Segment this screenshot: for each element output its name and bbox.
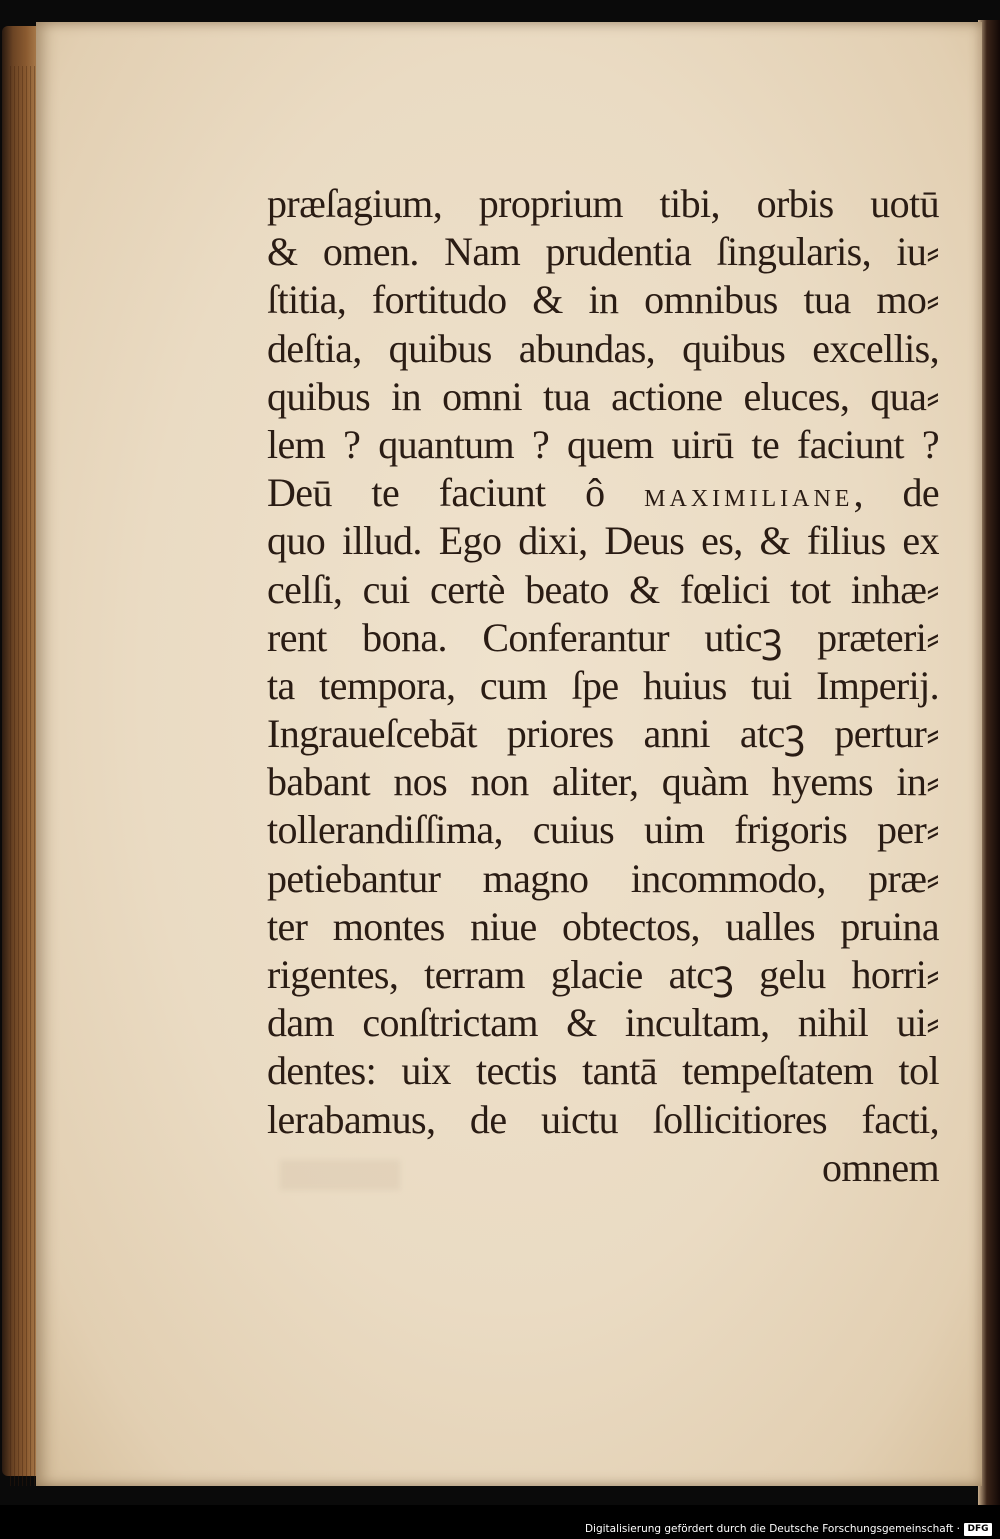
- text-line: quo illud. Ego dixi, Deus es, & filius ex: [267, 518, 939, 564]
- text-line: deſtia, quibus abundas, quibus excellis,: [267, 325, 939, 371]
- text-line: ter montes niue obtectos, ualles pruina: [267, 903, 939, 949]
- text-line-head: Deū te faciunt ô: [267, 470, 605, 516]
- text-line: præſagium, proprium tibi, orbis uotū: [267, 181, 939, 226]
- text-line: babant nos non aliter, quàm hyems in⸗: [267, 759, 939, 805]
- funding-credit: Digitalisierung gefördert durch die Deutsche Forschungsgemeinschaft ·: [584, 1523, 960, 1535]
- name-smallcaps: MAXIMILIANE: [644, 486, 854, 513]
- text-line: celſi, cui certè beato & fœlici tot inhæ⸗: [267, 566, 939, 612]
- text-line: rigentes, terram glacie atcꝫ gelu horri⸗: [267, 952, 939, 997]
- text-line: lerabamus, de uictu ſollicitiores facti,: [267, 1096, 939, 1142]
- catchword: omnem: [822, 1144, 939, 1190]
- ink-bleed-through: [280, 1160, 400, 1190]
- text-line-name: [267, 469, 939, 517]
- text-line: ta tempora, cum ſpe huius tui Imperij.: [267, 662, 939, 708]
- text-line: dentes: uix tectis tantā tempeſtatem tol: [267, 1048, 939, 1094]
- page-stack-lines: [10, 66, 36, 1486]
- text-line-tail: , de: [853, 470, 939, 516]
- text-line: rent bona. Conferantur uticꝫ præteri⸗: [267, 614, 939, 660]
- text-line: lem ? quantum ? quem uirū te faciunt ?: [267, 421, 939, 467]
- text-line: & omen. Nam prudentia ſingularis, iu⸗: [267, 229, 939, 275]
- page-text: [267, 180, 939, 1192]
- text-line: dam conſtrictam & incultam, nihil ui⸗: [267, 1000, 939, 1046]
- footer-bar: [0, 1505, 1000, 1539]
- text-line: ſtitia, fortitudo & in omnibus tua mo⸗: [267, 277, 939, 323]
- dfg-logo: DFG: [964, 1523, 992, 1536]
- text-line: tollerandiſſima, cuius uim frigoris per⸗: [267, 807, 939, 853]
- text-line: quibus in omni tua actione eluces, qua⸗: [267, 373, 939, 419]
- text-line: petiebantur magno incommodo, præ⸗: [267, 855, 939, 901]
- text-line: Ingraueſcebāt priores anni atcꝫ pertur⸗: [267, 711, 939, 757]
